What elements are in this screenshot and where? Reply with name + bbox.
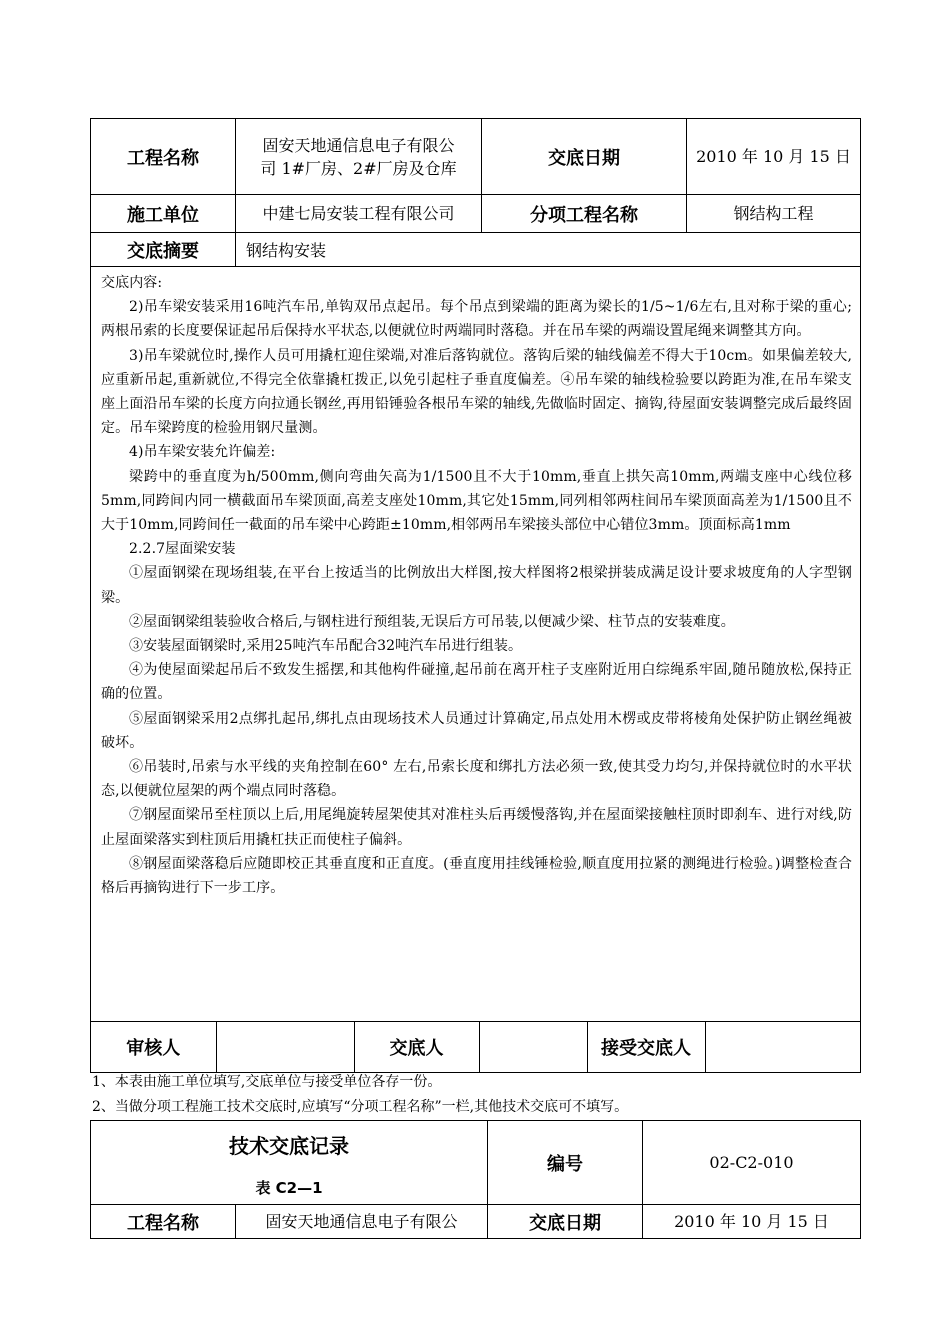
date-value: 2010 年 10 月 15 日 xyxy=(687,119,861,195)
note-2: 2、当做分项工程施工技术交底时,应填写“分项工程名称”一栏,其他技术交底可不填写。 xyxy=(92,1099,629,1115)
content-paragraph: ④为使屋面梁起吊后不致发生摇摆,和其他构件碰撞,起吊前在离开柱子支座附近用白综绳系牢固,随吊随放松,保持正确的位置。 xyxy=(101,662,853,703)
project-name-line1: 固安天地通信息电子有限公 xyxy=(262,135,455,155)
project-name-label: 工程名称 xyxy=(91,119,236,195)
content-paragraph: 4)吊车梁安装允许偏差: xyxy=(129,444,276,461)
content-heading: 交底内容: xyxy=(101,275,163,291)
content-paragraph: ①屋面钢梁在现场组装,在平台上按适当的比例放出大样图,按大样图将2根梁拼装成满足设计要求坡度角的人字型钢梁。 xyxy=(101,565,853,606)
content-paragraph: 梁跨中的垂直度为h/500mm,侧向弯曲矢高为1/1500且不大于10mm,垂直上拱矢高10mm,两端支座中心线位移5mm,同跨间内同一横截面吊车梁顶面,高差支座处10mm,其它处15mm,同列相邻两柱间吊车梁顶面高差为1/1500且不大于10mm,同跨间任一截面的吊车梁中心跨距±10mm,相邻两吊车梁接头部位中心错位3mm。顶面标高1mm xyxy=(101,468,853,534)
content-paragraph: ⑦钢屋面梁吊至柱顶以上后,用尾绳旋转屋架使其对准柱头后再缓慢落钩,并在屋面梁接触柱顶时即刹车、进行对线,防止屋面梁落实到柱顶后用撬杠扶正而使柱子偏斜。 xyxy=(101,807,853,848)
note-1: 1、本表由施工单位填写,交底单位与接受单位各存一份。 xyxy=(92,1074,442,1090)
date-value-2: 2010 年 10 月 15 日 xyxy=(643,1205,861,1239)
content-cell xyxy=(91,267,861,1022)
subproject-label: 分项工程名称 xyxy=(482,195,687,233)
project-name-label-2: 工程名称 xyxy=(91,1205,236,1239)
reviewer-label: 审核人 xyxy=(91,1022,216,1072)
content-paragraph: ③安装屋面钢梁时,采用25吨汽车吊配合32吨汽车吊进行组装。 xyxy=(129,638,523,655)
project-name-value xyxy=(236,119,482,195)
receiver-signature-field[interactable] xyxy=(705,1022,860,1072)
signature-table xyxy=(91,1022,860,1072)
project-name-value-2: 固安天地通信息电子有限公 xyxy=(236,1205,488,1239)
presenter-signature-field[interactable] xyxy=(479,1022,587,1072)
content-paragraph: 3)吊车梁就位时,操作人员可用撬杠迎住梁端,对准后落钩就位。落钩后梁的轴线偏差不得大于10cm。如果偏差较大,应重新吊起,重新就位,不得完全依靠撬杠拨正,以免引起柱子垂直度偏差。④吊车梁的轴线检验要以跨距为准,在吊车梁支座上面沿吊车梁的长度方向拉通长钢丝,再用铅锤验各根吊车梁的轴线,先做临时固定、摘钩,待屋面安装调整完成后最终固定。吊车梁跨度的检验用钢尺量测。 xyxy=(101,347,853,437)
project-name-line2: 司 1#厂房、2#厂房及仓库 xyxy=(260,158,457,178)
record-title: 技术交底记录 xyxy=(229,1133,349,1158)
number-label: 编号 xyxy=(488,1121,643,1205)
content-paragraph: 2.2.7屋面梁安装 xyxy=(129,541,236,558)
disclosure-form-table xyxy=(90,118,861,1073)
contractor-value: 中建七局安装工程有限公司 xyxy=(236,195,482,233)
contractor-label: 施工单位 xyxy=(91,195,236,233)
date-label: 交底日期 xyxy=(482,119,687,195)
date-label-2: 交底日期 xyxy=(488,1205,643,1239)
table-code: 表 C2—1 xyxy=(255,1178,323,1197)
reviewer-signature-field[interactable] xyxy=(216,1022,354,1072)
content-paragraph: ⑥吊装时,吊索与水平线的夹角控制在60° 左右,吊索长度和绑扎方法必须一致,使其受力均匀,并保持就位时的水平状态,以便就位屋架的两个端点同时落稳。 xyxy=(101,759,853,800)
content-paragraph: 2)吊车梁安装采用16吨汽车吊,单钩双吊点起吊。每个吊点到梁端的距离为梁长的1/5~1/6左右,且对称于梁的重心;两根吊索的长度要保证起吊后保持水平状态,以便就位时两端同时落稳。并在吊车梁的两端设置尾绳来调整其方向。 xyxy=(101,299,853,340)
presenter-label: 交底人 xyxy=(354,1022,479,1072)
content-paragraph: ②屋面钢梁组装验收合格后,与钢柱进行预组装,无误后方可吊装,以便减少梁、柱节点的安装难度。 xyxy=(129,613,735,630)
signature-row xyxy=(91,1022,861,1073)
number-value: 02-C2-010 xyxy=(643,1121,861,1205)
content-paragraph: ⑧钢屋面梁落稳后应随即校正其垂直度和正直度。(垂直度用挂线锤检验,顺直度用拉紧的测绳进行检验。)调整检查合格后再摘钩进行下一步工序。 xyxy=(101,855,853,897)
summary-label: 交底摘要 xyxy=(91,233,236,267)
subproject-value: 钢结构工程 xyxy=(687,195,861,233)
summary-value: 钢结构安装 xyxy=(236,233,861,267)
content-paragraph: ⑤屋面钢梁采用2点绑扎起吊,绑扎点由现场技术人员通过计算确定,吊点处用木楞或皮带将棱角处保护防止钢丝绳被破坏。 xyxy=(101,710,853,751)
record-title-cell xyxy=(91,1121,488,1205)
receiver-label: 接受交底人 xyxy=(587,1022,705,1072)
record-header-table xyxy=(90,1120,861,1239)
